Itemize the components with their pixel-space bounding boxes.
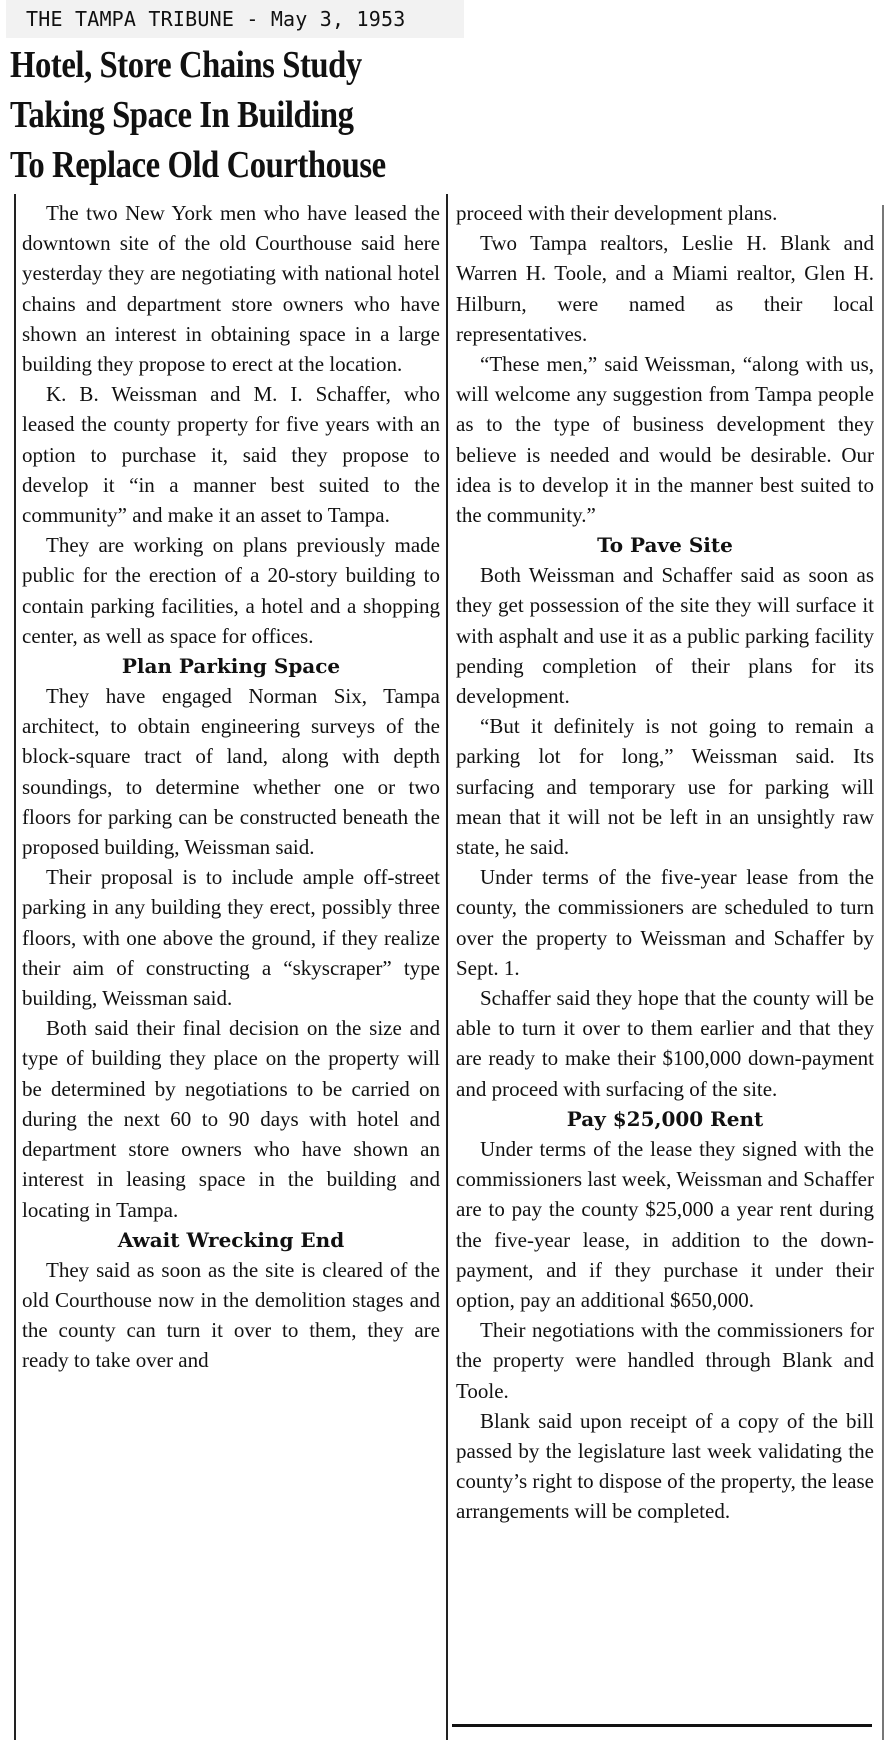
paragraph: The two New York men who have leased the downtown site of the old Courthouse said here yesterday they are negotiating with national hotel chains and department store owners who have shown an interest in obtaining space in a large building they propose to erect at the location. — [22, 201, 440, 377]
right-column — [456, 198, 874, 1527]
dateline: THE TAMPA TRIBUNE - May 3, 1953 — [6, 0, 464, 38]
subheading: Await Wrecking End — [117, 1227, 345, 1252]
paragraph: Both said their final decision on the size and type of building they place on the property will be determined by negotiations to be carried on during the next 60 to 90 days with hotel and department store owners who have shown an interest in leasing space in the building and locating in Tampa. — [22, 1016, 440, 1222]
paragraph: Blank said upon receipt of a copy of the bill passed by the legislature last week validating the county’s right to dispose of the property, the lease arrangements will be completed. — [456, 1408, 874, 1524]
paragraph: Schaffer said they hope that the county will be able to turn it over to them earlier and that they are ready to make their $100,000 down-payment and proceed with surfacing of the site. — [456, 986, 874, 1101]
end-rule — [452, 1724, 872, 1727]
headline — [10, 40, 388, 190]
column-divider — [446, 194, 448, 1740]
paragraph: They are working on plans previously made public for the erection of a 20-story building to contain parking facilities, a hotel and a shopping center, as well as space for offices. — [22, 533, 440, 648]
paragraph-continuation: proceed with their development plans. — [456, 201, 778, 225]
headline-line-2: Taking Space In Building — [10, 94, 354, 136]
paragraph: Their proposal is to include ample off-street parking in any building they erect, possibly three floors, with one above the ground, if they realize their aim of constructing a “skyscraper” type building, Weissman said. — [22, 865, 440, 1011]
paragraph: They said as soon as the site is cleared of the old Courthouse now in the demolition stages and the county can turn it over to them, they are ready to take over and — [22, 1257, 440, 1373]
subheading: Pay $25,000 Rent — [566, 1106, 764, 1131]
headline-line-3: To Replace Old Courthouse — [10, 144, 386, 186]
paragraph: Two Tampa realtors, Leslie H. Blank and Warren H. Toole, and a Miami realtor, Glen H. Hilburn, were named as their local representatives. — [456, 231, 874, 346]
subheading: Plan Parking Space — [121, 654, 341, 679]
paragraph: “These men,” said Weissman, “along with us, will welcome any suggestion from Tampa people as to the type of business development they believe is needed and would be desirable. Our idea is to develop it in the manner best suited to the community.” — [456, 352, 874, 528]
paragraph: Both Weissman and Schaffer said as soon as they get possession of the site they will surface it with asphalt and use it as a public parking facility pending completion of their plans for its development. — [456, 563, 874, 709]
paragraph: They have engaged Norman Six, Tampa architect, to obtain engineering surveys of the block-square tract of land, along with depth soundings, to determine whether one or two floors for parking can be constructed beneath the proposed building, Weissman said. — [22, 684, 440, 860]
paragraph: “But it definitely is not going to remain a parking lot for long,” Weissman said. Its surfacing and temporary use for parking will mean that it will not be left in an unsightly raw state, he said. — [456, 714, 874, 860]
left-column-rule — [14, 194, 16, 1740]
headline-line-1: Hotel, Store Chains Study — [10, 44, 362, 86]
paragraph: Their negotiations with the commissioners for the property were handled through Blank and Toole. — [456, 1318, 874, 1403]
paragraph: Under terms of the lease they signed with the commissioners last week, Weissman and Schaffer are to pay the county $25,000 a year rent during the five-year lease, in addition to the down-payment, and if they purchase it under their option, pay an additional $650,000. — [456, 1136, 874, 1312]
left-column — [22, 198, 440, 1376]
subheading: To Pave Site — [597, 533, 733, 558]
paragraph: K. B. Weissman and M. I. Schaffer, who leased the county property for five years with an option to purchase it, said they propose to develop it “in a manner best suited to the community” and make it an asset to Tampa. — [22, 382, 440, 528]
paragraph: Under terms of the five-year lease from the county, the commissioners are scheduled to turn over the property to Weissman and Schaffer by Sept. 1. — [456, 865, 874, 980]
right-edge-rule — [882, 205, 884, 1740]
